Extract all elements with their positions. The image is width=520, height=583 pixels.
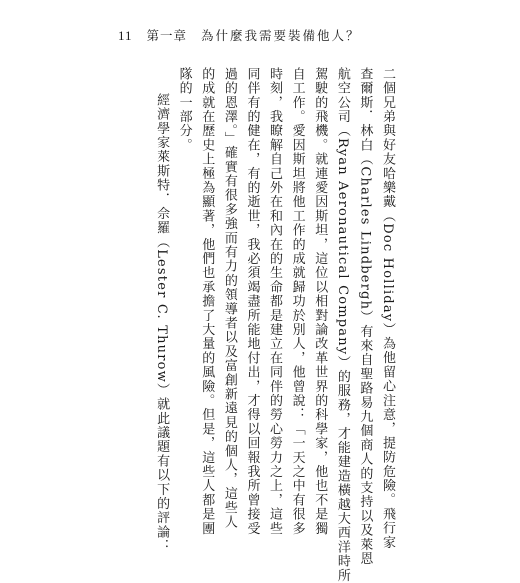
running-header	[118, 26, 361, 44]
text-column: 二個兄弟與好友哈樂戴（Doc Holliday）為他留心注意，提防危險。飛行家	[380, 67, 395, 550]
chapter-label: 第一章	[146, 28, 188, 43]
chapter-title: 為什麼我需要裝備他人？	[201, 28, 361, 43]
text-column: 時刻，我瞭解自己外在和內在的生命都是建立在同伴的勞心勞力之上，這些	[267, 67, 283, 536]
text-column: 駕駛的飛機。就連愛因斯坦，這位以相對論改革世界的科學家，他也不是獨	[312, 67, 328, 536]
page-number: 11	[118, 28, 133, 43]
text-column: 的成就在歷史上極為顯著，他們也承擔了大量的風險。但是，這些人都是團	[199, 67, 215, 536]
body-text	[149, 67, 398, 583]
text-column-paragraph-start: 經濟學家萊斯特．佘羅（Lester C. Thurow）就此議題有以下的評論：	[154, 93, 170, 554]
text-column: 過的恩澤。」確實有很多強而有力的領導者以及富創新遠見的個人，這些人	[221, 67, 237, 530]
text-column: 同伴有的健在，有的逝世，我必須竭盡所能地付出，才得以回報我所曾接受	[244, 67, 260, 536]
text-column: 航空公司（Ryan Aeronautical Company）的服務，才能建造橫越大西洋時所	[334, 67, 350, 583]
text-column: 查爾斯．林白（Charles Lindbergh）有來自聖路易九個商人的支持以及萊恩	[357, 67, 373, 566]
text-column: 隊的一部分。	[176, 67, 192, 153]
text-column: 自工作。愛因斯坦將他工作的成就歸功於別人，他曾說：「一天之中有很多	[289, 67, 305, 536]
